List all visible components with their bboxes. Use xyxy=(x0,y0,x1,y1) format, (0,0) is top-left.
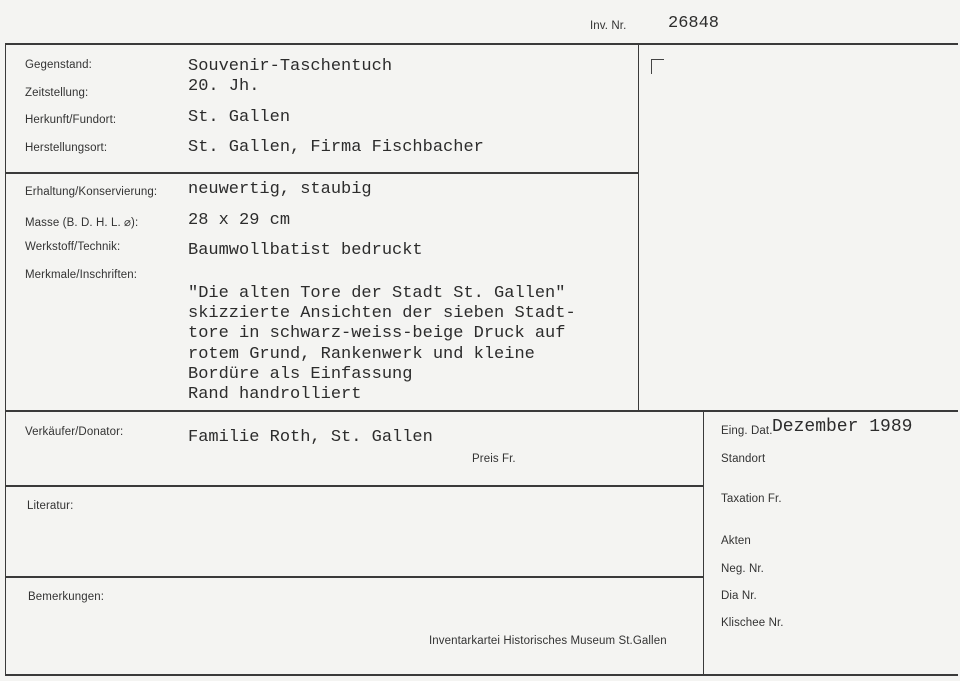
herkunft-value: St. Gallen xyxy=(188,108,291,127)
taxation-label: Taxation Fr. xyxy=(721,493,782,505)
herstellungsort-value: St. Gallen, Firma Fischbacher xyxy=(188,138,484,157)
standort-label: Standort xyxy=(721,453,766,465)
merkmale-line-3: tore in schwarz-weiss-beige Druck auf xyxy=(188,324,566,343)
klischee-nr-label: Klischee Nr. xyxy=(721,617,784,629)
bemerkungen-label: Bemerkungen: xyxy=(28,591,104,603)
gegenstand-value: Souvenir-Taschentuch xyxy=(188,57,393,76)
footer-institution: Inventarkartei Historisches Museum St.Gallen xyxy=(429,635,667,647)
divider-vertical-lower xyxy=(703,410,704,676)
verkaeufer-label: Verkäufer/Donator: xyxy=(25,426,124,438)
masse-value: 28 x 29 cm xyxy=(188,211,291,230)
masse-label: Masse (B. D. H. L. ⌀): xyxy=(25,217,139,229)
divider-section-2 xyxy=(5,410,958,412)
corner-mark xyxy=(651,59,664,74)
neg-nr-label: Neg. Nr. xyxy=(721,563,764,575)
werkstoff-label: Werkstoff/Technik: xyxy=(25,241,121,253)
herstellungsort-label: Herstellungsort: xyxy=(25,142,108,154)
eing-dat-value: Dezember 1989 xyxy=(772,417,913,437)
merkmale-line-2: skizzierte Ansichten der sieben Stadt- xyxy=(188,304,576,323)
merkmale-line-1: "Die alten Tore der Stadt St. Gallen" xyxy=(188,284,566,303)
zeitstellung-label: Zeitstellung: xyxy=(25,87,89,99)
merkmale-line-6: Rand handrolliert xyxy=(188,385,362,404)
akten-label: Akten xyxy=(721,535,751,547)
divider-section-4 xyxy=(5,576,703,578)
divider-section-1 xyxy=(5,172,638,174)
merkmale-label: Merkmale/Inschriften: xyxy=(25,269,138,281)
merkmale-line-4: rotem Grund, Rankenwerk und kleine xyxy=(188,345,535,364)
erhaltung-label: Erhaltung/Konservierung: xyxy=(25,186,158,198)
divider-section-3 xyxy=(5,485,703,487)
literatur-label: Literatur: xyxy=(27,500,74,512)
eing-dat-label: Eing. Dat. xyxy=(721,425,773,437)
werkstoff-value: Baumwollbatist bedruckt xyxy=(188,241,423,260)
zeitstellung-value: 20. Jh. xyxy=(188,77,260,96)
inv-nr-label: Inv. Nr. xyxy=(590,20,627,32)
merkmale-line-5: Bordüre als Einfassung xyxy=(188,365,413,384)
herkunft-label: Herkunft/Fundort: xyxy=(25,114,117,126)
inv-number: 26848 xyxy=(668,14,720,33)
gegenstand-label: Gegenstand: xyxy=(25,59,92,71)
divider-top xyxy=(5,43,958,45)
divider-bottom xyxy=(5,674,958,676)
preis-label: Preis Fr. xyxy=(472,453,516,465)
dia-nr-label: Dia Nr. xyxy=(721,590,757,602)
erhaltung-value: neuwertig, staubig xyxy=(188,180,372,199)
verkaeufer-value: Familie Roth, St. Gallen xyxy=(188,428,433,447)
divider-left-edge xyxy=(5,43,6,676)
divider-vertical-upper xyxy=(638,43,639,411)
